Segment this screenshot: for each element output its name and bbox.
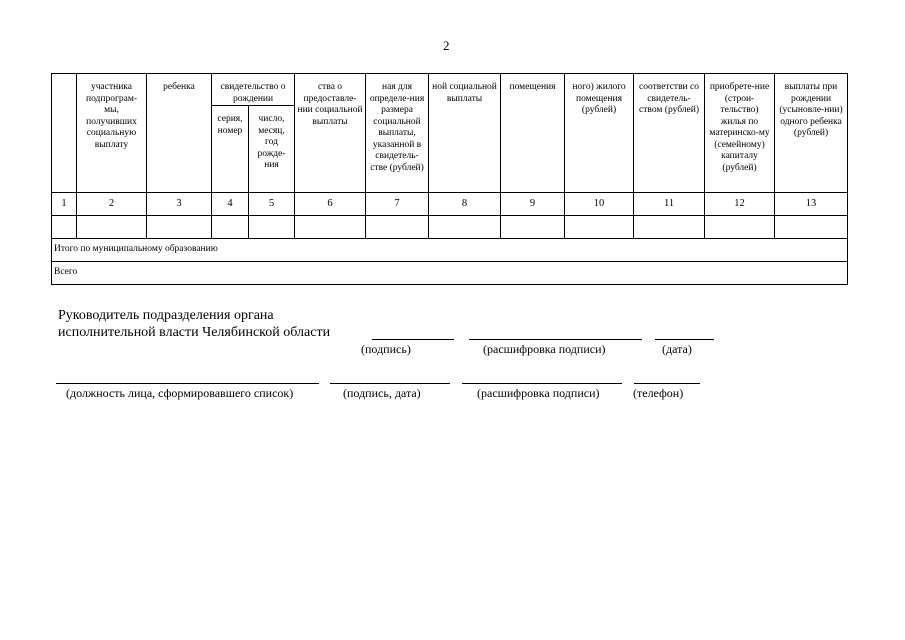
decoding-caption-2: (расшифровка подписи) bbox=[477, 386, 600, 400]
column-number: 2 bbox=[77, 193, 147, 216]
column-number: 6 bbox=[295, 193, 366, 216]
column-number: 7 bbox=[366, 193, 429, 216]
column-number: 8 bbox=[429, 193, 501, 216]
column-number-row bbox=[52, 193, 848, 216]
empty-cell bbox=[249, 216, 295, 239]
grand-total-row bbox=[52, 262, 848, 285]
empty-cell bbox=[52, 216, 77, 239]
column-number: 4 bbox=[212, 193, 249, 216]
header-cell-birth-certificate: свидетельство о рождении bbox=[212, 74, 295, 106]
empty-cell bbox=[295, 216, 366, 239]
empty-cell bbox=[565, 216, 634, 239]
column-number: 3 bbox=[147, 193, 212, 216]
column-number: 10 bbox=[565, 193, 634, 216]
empty-cell bbox=[212, 216, 249, 239]
head-title-line1: Руководитель подразделения органа bbox=[58, 308, 274, 323]
header-cell-4: серия, номер bbox=[212, 106, 249, 193]
column-number: 11 bbox=[634, 193, 705, 216]
header-cell-1 bbox=[52, 74, 77, 193]
date-caption: (дата) bbox=[662, 342, 692, 356]
empty-cell bbox=[705, 216, 775, 239]
head-title-line2: исполнительной власти Челябинской области bbox=[58, 325, 331, 340]
position-line bbox=[56, 383, 319, 384]
empty-data-row bbox=[52, 216, 848, 239]
decoding-line-2 bbox=[462, 383, 622, 384]
empty-cell bbox=[501, 216, 565, 239]
header-cell-7: ная для определе-ния размера социальной выплаты, указанной в свидетель-стве (рублей) bbox=[366, 74, 429, 193]
decoding-line bbox=[469, 339, 642, 340]
empty-cell bbox=[775, 216, 848, 239]
column-number: 12 bbox=[705, 193, 775, 216]
header-cell-2: участника подпрограм-мы, получивших социальную выплату bbox=[77, 74, 147, 193]
header-row bbox=[52, 74, 848, 106]
grand-total-label: Всего bbox=[52, 262, 848, 285]
header-cell-11: соответстви со свидетель-ством (рублей) bbox=[634, 74, 705, 193]
empty-cell bbox=[429, 216, 501, 239]
header-cell-5: число, месяц, год рожде-ния bbox=[249, 106, 295, 193]
beneficiary-register-table bbox=[51, 73, 848, 285]
header-cell-13: выплаты при рождении (усыновле-нии) одного ребенка (рублей) bbox=[775, 74, 848, 193]
signature-date-caption: (подпись, дата) bbox=[343, 386, 421, 400]
phone-line bbox=[634, 383, 700, 384]
municipal-total-label: Итого по муниципальному образованию bbox=[52, 239, 848, 262]
header-cell-9: помещения bbox=[501, 74, 565, 193]
header-cell-12: приобрете-ние (строи-тельство) жилья по материнско-му (семейному) капиталу (рублей) bbox=[705, 74, 775, 193]
signature-date-line bbox=[330, 383, 450, 384]
empty-cell bbox=[147, 216, 212, 239]
municipal-total-row bbox=[52, 239, 848, 262]
header-cell-10: ного) жилого помещения (рублей) bbox=[565, 74, 634, 193]
date-line bbox=[655, 339, 714, 340]
column-number: 5 bbox=[249, 193, 295, 216]
page-number: 2 bbox=[443, 38, 450, 53]
signature-caption: (подпись) bbox=[361, 342, 411, 356]
column-number: 13 bbox=[775, 193, 848, 216]
empty-cell bbox=[634, 216, 705, 239]
empty-cell bbox=[366, 216, 429, 239]
empty-cell bbox=[77, 216, 147, 239]
header-cell-3: ребенка bbox=[147, 74, 212, 193]
header-cell-6: ства о предоставле-нии социальной выплаты bbox=[295, 74, 366, 193]
decoding-caption: (расшифровка подписи) bbox=[483, 342, 606, 356]
header-cell-8: ной социальной выплаты bbox=[429, 74, 501, 193]
phone-caption: (телефон) bbox=[633, 386, 684, 400]
position-caption: (должность лица, сформировавшего список) bbox=[66, 386, 294, 400]
column-number: 1 bbox=[52, 193, 77, 216]
column-number: 9 bbox=[501, 193, 565, 216]
signature-line bbox=[372, 339, 454, 340]
